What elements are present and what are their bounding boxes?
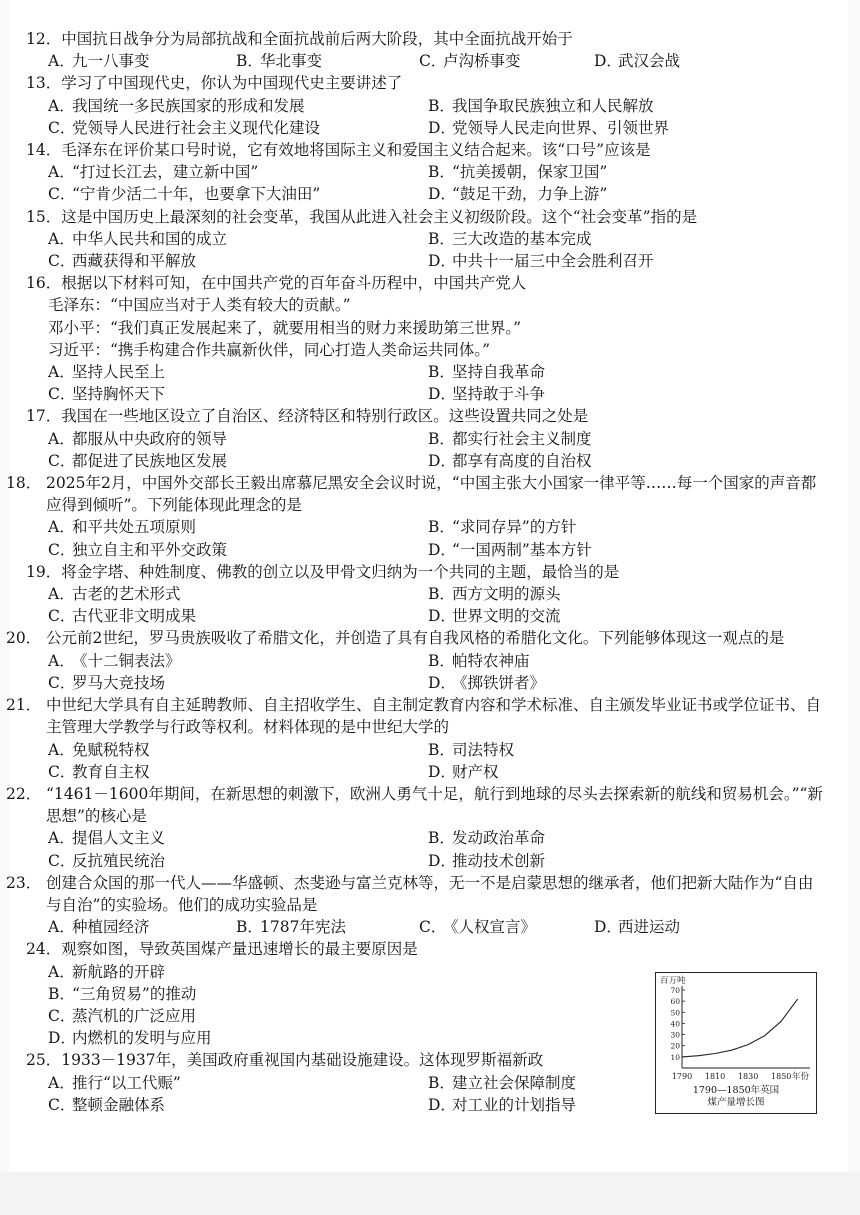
option-b[interactable]: B．帕特农神庙: [428, 651, 530, 670]
question-23: [6, 872, 826, 939]
option-a[interactable]: A．我国统一多民族国家的形成和发展: [48, 96, 305, 115]
question-stem: 学习了中国现代史，你认为中国现代史主要讲述了: [61, 74, 403, 93]
option-a[interactable]: A．提倡人文主义: [48, 829, 166, 848]
option-c[interactable]: C．党领导人民进行社会主义现代化建设: [48, 118, 321, 137]
option-a[interactable]: A．《十二铜表法》: [48, 651, 181, 670]
option-c[interactable]: C．反抗殖民统治: [48, 851, 166, 870]
question-21: [6, 694, 826, 783]
option-a[interactable]: A．“打过长江去，建立新中国”: [48, 163, 259, 182]
options: [26, 583, 826, 627]
coal-output-chart: [655, 972, 817, 1114]
y-axis-label: 百万吨: [660, 976, 686, 986]
option-a[interactable]: A．中华人民共和国的成立: [48, 229, 228, 248]
question-stem: 这是中国历史上最深刻的社会变革，我国从此进入社会主义初级阶段。这个“社会变革”指的是: [61, 207, 698, 226]
option-a[interactable]: A．九一八事变: [48, 52, 150, 71]
question-24: [26, 938, 636, 1049]
question-number: 16．: [26, 274, 62, 293]
y-tick-label: 10: [670, 1052, 680, 1062]
option-b[interactable]: B．1787年宪法: [236, 918, 346, 937]
question-stem: 观察如图，导致英国煤产量迅速增长的最主要原因是: [61, 940, 418, 959]
question-19: [26, 561, 826, 628]
option-a[interactable]: A．都服从中央政府的领导: [48, 429, 228, 448]
option-c[interactable]: C．西藏获得和平解放: [48, 252, 197, 271]
question-stem: 根据以下材料可知，在中国共产党的百年奋斗历程中，中国共产党人: [61, 274, 527, 293]
option-a[interactable]: A．和平共处五项原则: [48, 518, 197, 537]
x-tick-label: 1810: [704, 1072, 726, 1081]
y-tick-label: 40: [670, 1019, 680, 1029]
option-c[interactable]: C．坚持胸怀天下: [48, 385, 166, 404]
question-stem: 将金字塔、种姓制度、佛教的创立以及甲骨文归纳为一个共同的主题，最恰当的是: [61, 562, 620, 581]
question-stem: 2025年2月，中国外交部长王毅出席慕尼黑安全会议时说，“中国主张大小国家一律平等……每一个国家的声音都应得到倾听”。下列能体现此理念的是: [46, 474, 817, 515]
question-stem: 我国在一些地区设立了自治区、经济特区和特别行政区。这些设置共同之处是: [61, 407, 589, 426]
option-d[interactable]: D．武汉会战: [594, 52, 681, 71]
question-stem: 1933－1937年，美国政府重视国内基础设施建设。这体现罗斯福新政: [61, 1051, 544, 1070]
options: [26, 916, 826, 938]
y-tick-label: 60: [670, 997, 680, 1007]
question-13: [26, 72, 826, 139]
option-b[interactable]: B．都实行社会主义制度: [428, 429, 592, 448]
option-c[interactable]: C．罗马大竞技场: [48, 673, 166, 692]
question-stem: “1461－1600年期间，在新思想的刺激下，欧洲人勇气十足，航行到地球的尽头去探索新的航线和贸易机会。”“新思想”的核心是: [46, 784, 823, 826]
option-b[interactable]: B．华北事变: [236, 52, 323, 71]
question-22: [6, 783, 826, 872]
option-c[interactable]: C．独立自主和平外交政策: [48, 540, 228, 559]
question-number: 22．: [6, 784, 42, 803]
question-number: 23．: [6, 873, 42, 892]
option-d[interactable]: D．《掷铁饼者》: [428, 673, 546, 692]
option-d[interactable]: D．西进运动: [594, 918, 681, 937]
question-number: 14．: [26, 141, 62, 160]
option-c[interactable]: C．“宁肯少活二十年，也要拿下大油田”: [48, 185, 321, 204]
x-tick-label: 1790: [671, 1072, 693, 1081]
question-12: [26, 28, 826, 72]
option-d[interactable]: D．坚持敢于斗争: [428, 385, 546, 404]
quote-mao: 毛泽东：“中国应当对于人类有较大的贡献。”: [48, 296, 351, 315]
question-15: [26, 206, 826, 273]
question-stem: 中世纪大学具有自主延聘教师、自主招收学生、自主制定教育内容和学术标准、自主颁发毕业证书或学位证书、自主管理大学教学与行政等权利。材料体现的是中世纪大学的: [46, 696, 822, 737]
question-stem: 创建合众国的那一代人——华盛顿、杰斐逊与富兰克林等，无一不是启蒙思想的继承者，他们把新大陆作为“自由与自治”的实验场。他们的成功实验品是: [46, 873, 814, 914]
question-number: 17．: [26, 407, 62, 426]
question-number: 24．: [26, 940, 62, 959]
options: [26, 961, 636, 1050]
option-b[interactable]: B．“抗美援朝，保家卫国”: [428, 163, 608, 182]
option-d[interactable]: D．财产权: [428, 762, 499, 781]
option-a[interactable]: A．坚持人民至上: [48, 363, 166, 382]
chart-plot: [656, 973, 816, 1083]
options: [26, 50, 826, 72]
option-d[interactable]: D．中共十一届三中全会胜利召开: [428, 252, 654, 271]
page-bottom-margin: [0, 1172, 860, 1215]
option-c[interactable]: C．古代亚非文明成果: [48, 607, 197, 626]
options: [26, 516, 826, 560]
question-list: [6, 28, 826, 1116]
option-b[interactable]: B．三大改造的基本完成: [428, 229, 592, 248]
question-number: 13．: [26, 74, 62, 93]
coal-output-line: [682, 999, 798, 1057]
option-a[interactable]: A．古老的艺术形式: [48, 585, 181, 604]
question-17: [26, 405, 826, 472]
y-tick-label: 70: [670, 986, 680, 995]
option-c[interactable]: C．教育自主权: [48, 762, 150, 781]
y-tick-label: 30: [670, 1030, 680, 1040]
option-d[interactable]: D．对工业的计划指导: [428, 1095, 577, 1114]
option-c[interactable]: C．《人权宣言》: [419, 918, 537, 937]
chart-title-line-2: 煤产量增长图: [707, 1097, 765, 1108]
option-b[interactable]: B．西方文明的源头: [428, 585, 561, 604]
question-stem: 公元前2世纪，罗马贵族吸收了希腊文化，并创造了具有自我风格的希腊化文化。下列能够体现这一观点的是: [46, 629, 785, 648]
option-d[interactable]: D．都享有高度的自治权: [428, 451, 592, 470]
question-stem: 中国抗日战争分为局部抗战和全面抗战前后两大阶段，其中全面抗战开始于: [61, 30, 573, 48]
question-number: 19．: [26, 562, 62, 581]
option-a[interactable]: A．新航路的开辟: [48, 962, 166, 981]
options: [26, 361, 826, 405]
x-tick-label: 1850: [771, 1072, 792, 1081]
quote-xi: 习近平：“携手构建合作共赢新伙伴，同心打造人类命运共同体。”: [48, 340, 491, 359]
option-b[interactable]: B．“三角贸易”的推动: [48, 984, 197, 1003]
question-number: 18．: [6, 474, 42, 493]
options: [26, 650, 826, 694]
options: [26, 827, 826, 871]
question-number: 20．: [6, 629, 42, 648]
y-tick-label: 20: [670, 1041, 680, 1051]
option-b[interactable]: B．建立社会保障制度: [428, 1073, 577, 1092]
option-a[interactable]: A．免赋税特权: [48, 740, 150, 759]
options: [26, 428, 826, 472]
option-a[interactable]: A．推行“以工代赈”: [48, 1073, 181, 1092]
option-d[interactable]: D．“一国两制”基本方针: [428, 540, 592, 559]
option-b[interactable]: B．发动政治革命: [428, 829, 546, 848]
option-d[interactable]: D．世界文明的交流: [428, 607, 561, 626]
options: [26, 228, 826, 272]
options: [26, 161, 826, 205]
question-number: 15．: [26, 207, 62, 226]
question-20: [6, 627, 826, 694]
x-tick-label: 1830: [737, 1072, 759, 1081]
option-c[interactable]: C．卢沟桥事变: [419, 52, 521, 71]
option-b[interactable]: B．坚持自我革命: [428, 363, 546, 382]
option-b[interactable]: B．我国争取民族独立和人民解放: [428, 96, 654, 115]
option-b[interactable]: B．“求同存异”的方针: [428, 518, 577, 537]
option-c[interactable]: C．都促进了民族地区发展: [48, 451, 228, 470]
option-a[interactable]: A．种植园经济: [48, 918, 150, 937]
question-18: [6, 472, 826, 561]
x-axis-label: 年份: [792, 1072, 810, 1082]
question-number: 12．: [26, 30, 62, 48]
question-number: 21．: [6, 696, 42, 715]
question-stem: 毛泽东在评价某口号时说，它有效地将国际主义和爱国主义结合起来。该“口号”应该是: [61, 141, 651, 160]
option-d[interactable]: D．推动技术创新: [428, 851, 546, 870]
option-c[interactable]: C．蒸汽机的广泛应用: [48, 1006, 197, 1025]
options: [26, 95, 826, 139]
question-14: [26, 139, 826, 206]
chart-title-line-1: 1790—1850年英国: [692, 1085, 780, 1096]
option-d[interactable]: D．内燃机的发明与应用: [48, 1029, 212, 1048]
quote-deng: 邓小平：“我们真正发展起来了，就要用相当的财力来援助第三世界。”: [48, 318, 522, 337]
question-16: [26, 272, 826, 405]
question-number: 25．: [26, 1051, 62, 1070]
option-c[interactable]: C．整顿金融体系: [48, 1095, 166, 1114]
option-d[interactable]: D．“鼓足干劲，力争上游”: [428, 185, 608, 204]
y-tick-label: 50: [670, 1008, 680, 1018]
option-b[interactable]: B．司法特权: [428, 740, 515, 759]
options: [26, 739, 826, 783]
option-d[interactable]: D．党领导人民走向世界、引领世界: [428, 118, 670, 137]
